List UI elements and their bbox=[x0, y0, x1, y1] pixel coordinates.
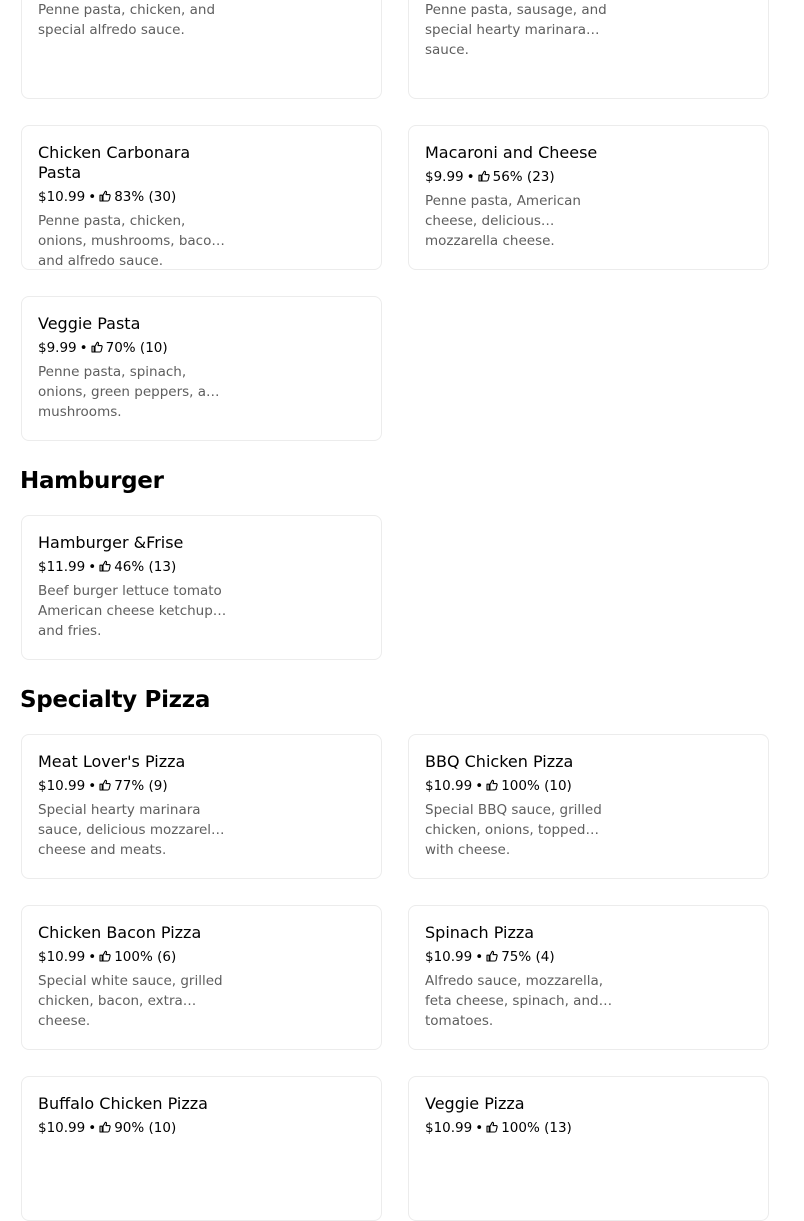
item-description: Beef burger lettuce tomato American cheese ketchup and fries. bbox=[38, 583, 222, 639]
item-price: $10.99 bbox=[38, 1120, 86, 1136]
menu-item-card[interactable] bbox=[21, 734, 382, 879]
item-description: Penne pasta, spinach, onions, green peppers, and mushrooms. bbox=[38, 364, 224, 420]
item-price: $9.99 bbox=[425, 169, 464, 185]
menu-item-card[interactable] bbox=[408, 125, 769, 270]
separator: • bbox=[88, 949, 97, 965]
item-name: Veggie Pizza bbox=[425, 1094, 525, 1113]
item-name: BBQ Chicken Pizza bbox=[425, 752, 574, 771]
item-meta bbox=[38, 947, 228, 967]
item-name: Meat Lover's Pizza bbox=[38, 752, 186, 771]
item-rating: 75% (4) bbox=[501, 949, 555, 965]
separator: • bbox=[475, 778, 484, 794]
separator: • bbox=[475, 1120, 484, 1136]
item-rating: 100% (10) bbox=[501, 778, 572, 794]
item-meta bbox=[38, 557, 228, 577]
thumbs-up-icon bbox=[99, 1121, 111, 1133]
separator: • bbox=[88, 778, 97, 794]
item-meta bbox=[38, 187, 228, 207]
item-meta bbox=[425, 167, 615, 187]
item-description: Special white sauce, grilled chicken, bacon, extra cheese. bbox=[38, 973, 223, 1029]
item-name: Hamburger &Frise bbox=[38, 533, 184, 552]
menu-item-card[interactable] bbox=[21, 1076, 382, 1221]
item-rating: 70% (10) bbox=[105, 340, 168, 356]
separator: • bbox=[475, 949, 484, 965]
item-rating: 77% (9) bbox=[114, 778, 168, 794]
separator: • bbox=[88, 1120, 97, 1136]
separator: • bbox=[88, 559, 97, 575]
menu-item-card[interactable] bbox=[21, 515, 382, 660]
item-price: $10.99 bbox=[38, 949, 86, 965]
item-price: $10.99 bbox=[38, 189, 86, 205]
thumbs-up-icon bbox=[486, 779, 498, 791]
thumbs-up-icon bbox=[486, 950, 498, 962]
item-description: Alfredo sauce, mozzarella, feta cheese, spinach, and tomatoes. bbox=[425, 973, 604, 1029]
menu-item-card[interactable] bbox=[21, 905, 382, 1050]
section-title-specialty-pizza: Specialty Pizza bbox=[20, 687, 211, 713]
item-rating: 56% (23) bbox=[492, 169, 555, 185]
item-description: Penne pasta, American cheese, delicious mozzarella cheese. bbox=[425, 193, 581, 249]
item-meta bbox=[425, 1118, 615, 1138]
thumbs-up-icon bbox=[486, 1121, 498, 1133]
separator: • bbox=[466, 169, 475, 185]
item-name: Macaroni and Cheese bbox=[425, 143, 598, 162]
thumbs-up-icon bbox=[99, 560, 111, 572]
item-description: Penne pasta, sausage, and special hearty marinara sauce. bbox=[425, 2, 607, 58]
section-title-hamburger: Hamburger bbox=[20, 468, 164, 494]
item-price: $11.99 bbox=[38, 559, 86, 575]
item-description: Penne pasta, chicken, onions, mushrooms, bacon, and alfredo sauce. bbox=[38, 213, 225, 269]
item-rating: 100% (13) bbox=[501, 1120, 572, 1136]
menu-item-card[interactable] bbox=[408, 734, 769, 879]
item-price: $10.99 bbox=[425, 949, 473, 965]
item-name: Veggie Pasta bbox=[38, 314, 141, 333]
item-price: $10.99 bbox=[425, 1120, 473, 1136]
menu-item-card[interactable] bbox=[408, 1076, 769, 1221]
thumbs-up-icon bbox=[91, 341, 103, 353]
separator: • bbox=[79, 340, 88, 356]
menu-item-card[interactable] bbox=[21, 296, 382, 441]
item-price: $10.99 bbox=[425, 778, 473, 794]
item-name: Spinach Pizza bbox=[425, 923, 535, 942]
item-rating: 83% (30) bbox=[114, 189, 177, 205]
item-meta bbox=[425, 776, 615, 796]
item-meta bbox=[425, 947, 615, 967]
item-name: Chicken Carbonara Pasta bbox=[38, 143, 191, 182]
thumbs-up-icon bbox=[99, 190, 111, 202]
item-description: Special hearty marinara sauce, delicious mozzarella cheese and meats. bbox=[38, 802, 224, 858]
item-name: Buffalo Chicken Pizza bbox=[38, 1094, 208, 1113]
thumbs-up-icon bbox=[478, 170, 490, 182]
item-rating: 90% (10) bbox=[114, 1120, 177, 1136]
item-description: Penne pasta, chicken, and special alfredo sauce. bbox=[38, 2, 216, 38]
thumbs-up-icon bbox=[99, 779, 111, 791]
menu-item-card[interactable] bbox=[21, 125, 382, 270]
item-name: Chicken Bacon Pizza bbox=[38, 923, 202, 942]
item-meta bbox=[38, 1118, 228, 1138]
thumbs-up-icon bbox=[99, 950, 111, 962]
menu-item-card[interactable] bbox=[408, 905, 769, 1050]
item-rating: 46% (13) bbox=[114, 559, 177, 575]
menu-item-card[interactable] bbox=[408, 0, 769, 99]
menu-item-card[interactable] bbox=[21, 0, 382, 99]
item-price: $10.99 bbox=[38, 778, 86, 794]
item-meta bbox=[38, 338, 228, 358]
item-description: Special BBQ sauce, grilled chicken, onions, topped with cheese. bbox=[425, 802, 602, 858]
item-price: $9.99 bbox=[38, 340, 77, 356]
item-meta bbox=[38, 776, 228, 796]
item-rating: 100% (6) bbox=[114, 949, 177, 965]
separator: • bbox=[88, 189, 97, 205]
